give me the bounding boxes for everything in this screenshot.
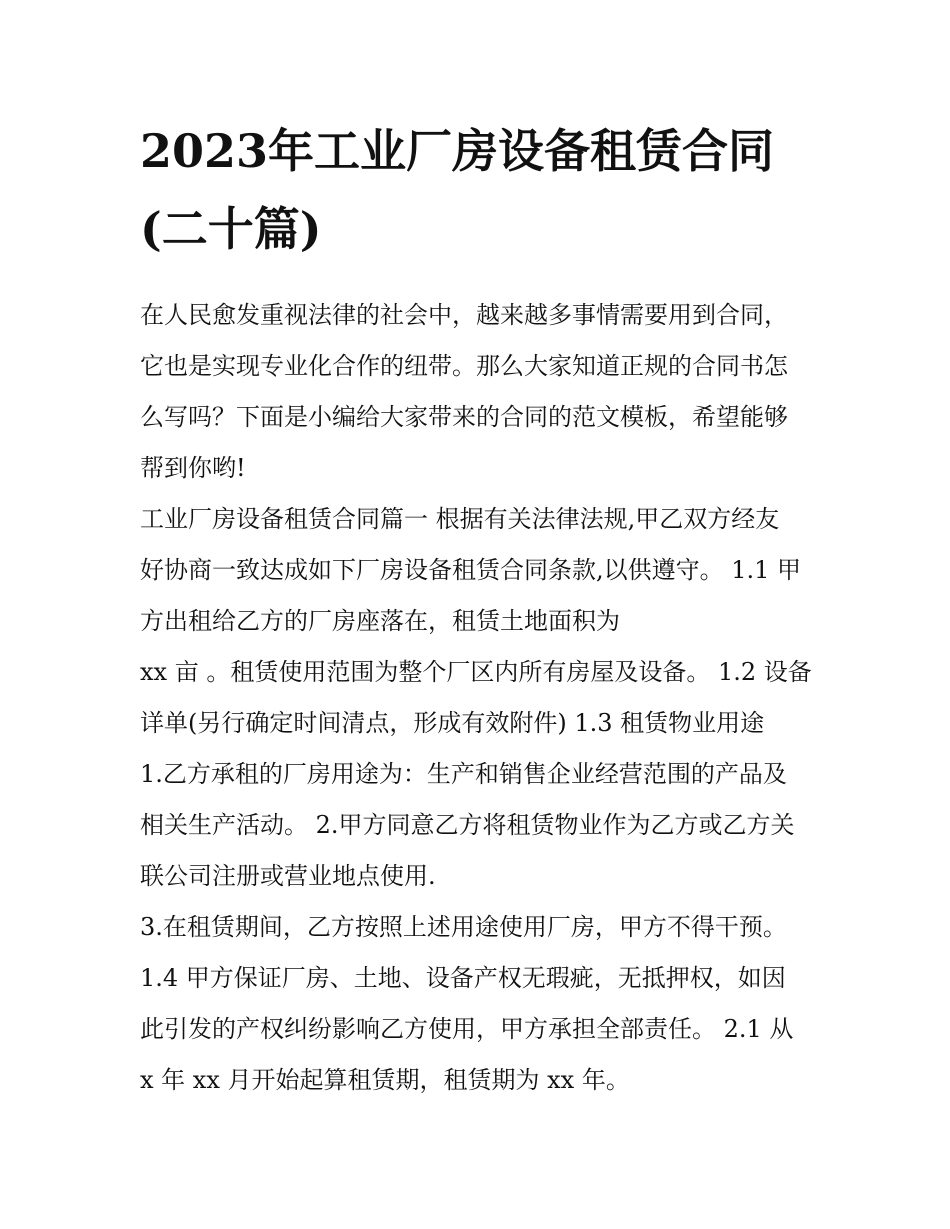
text-line: 相关生产活动。 2.甲方同意乙方将租赁物业作为乙方或乙方关 xyxy=(140,811,795,839)
text-line: xx 亩 。租赁使用范围为整个厂区内所有房屋及设备。 1.2 设备 xyxy=(140,658,812,686)
text-line: 工业厂房设备租赁合同篇一 根据有关法律法规,甲乙双方经友 xyxy=(140,505,780,533)
contract-paragraph-2 xyxy=(140,902,815,1106)
text-line: 此引发的产权纠纷影响乙方使用，甲方承担全部责任。 2.1 从 xyxy=(140,1015,794,1043)
title-line: 2023年工业厂房设备租赁合同 xyxy=(140,124,775,178)
text-line: 好协商一致达成如下厂房设备租赁合同条款,以供遵守。 1.1 甲 xyxy=(140,556,802,584)
text-line: x 年 xx 月开始起算租赁期，租赁期为 xx 年。 xyxy=(140,1066,630,1094)
text-line: 联公司注册或营业地点使用. xyxy=(140,862,436,890)
text-line: 方出租给乙方的厂房座落在，租赁土地面积为 xyxy=(140,607,620,635)
text-line: 帮到你哟! xyxy=(140,454,246,482)
intro-paragraph xyxy=(140,290,815,494)
text-line: 详单(另行确定时间清点，形成有效附件) 1.3 租赁物业用途 xyxy=(140,709,765,737)
text-line: 么写吗？下面是小编给大家带来的合同的范文模板，希望能够 xyxy=(140,403,788,431)
text-line: 在人民愈发重视法律的社会中，越来越多事情需要用到合同， xyxy=(140,301,788,329)
document-title xyxy=(140,112,815,268)
contract-paragraph-1 xyxy=(140,494,815,902)
text-line: 1.乙方承租的厂房用途为：生产和销售企业经营范围的产品及 xyxy=(140,760,787,788)
document-page xyxy=(140,112,815,1106)
text-line: 3.在租赁期间，乙方按照上述用途使用厂房，甲方不得干预。 xyxy=(140,913,787,941)
text-line: 它也是实现专业化合作的纽带。那么大家知道正规的合同书怎 xyxy=(140,352,788,380)
title-line: (二十篇) xyxy=(140,202,322,256)
text-line: 1.4 甲方保证厂房、土地、设备产权无瑕疵，无抵押权，如因 xyxy=(140,964,786,992)
